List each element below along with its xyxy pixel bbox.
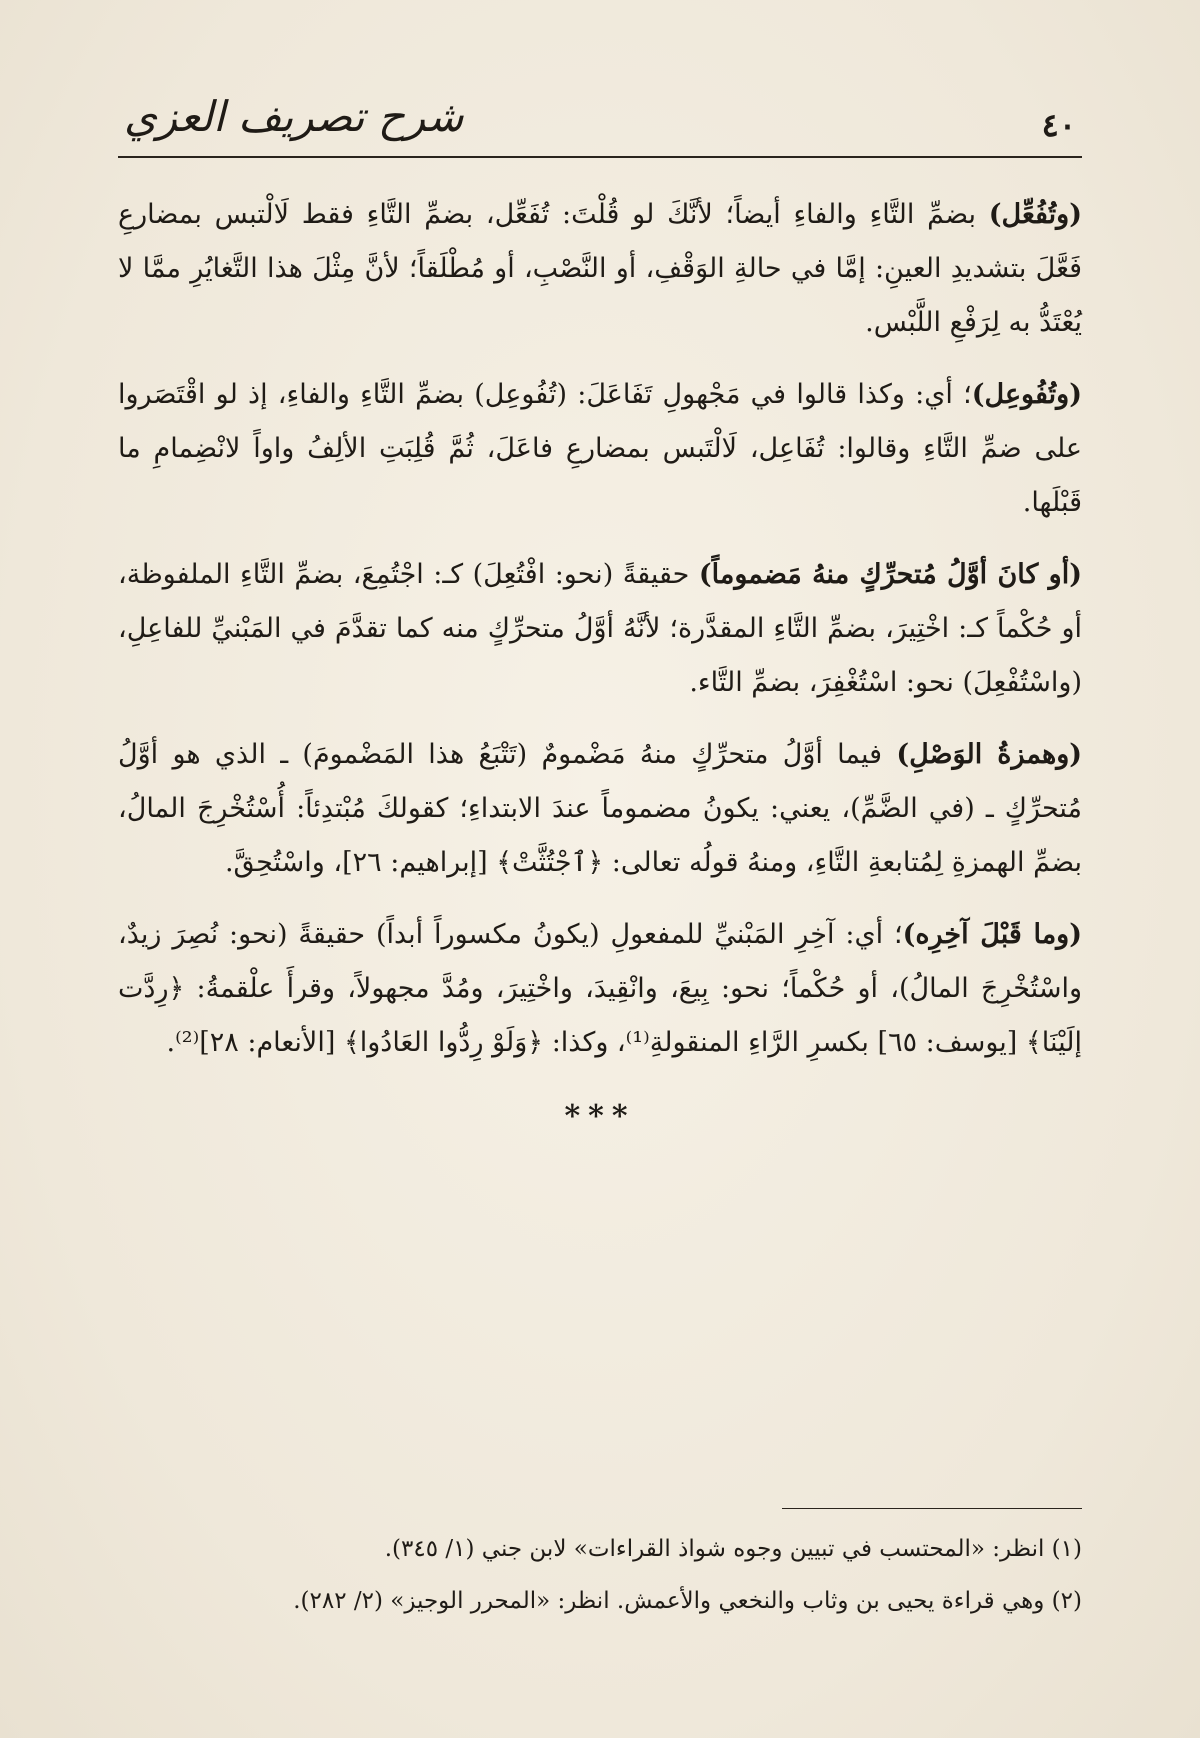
- footnote: (١) انظر: «المحتسب في تبيين وجوه شواذ القراءات» لابن جني (١/ ٣٤٥).: [384, 1536, 1082, 1562]
- paragraph: [118, 908, 1082, 1070]
- section-separator: ***: [564, 1099, 636, 1134]
- page-number: ٤٠: [1041, 106, 1076, 144]
- paragraph: [118, 548, 1082, 710]
- footnote: (٢) وهي قراءة يحيى بن وثاب والنخعي والأعمش. انظر: «المحرر الوجيز» (٢/ ٢٨٢).: [293, 1588, 1082, 1614]
- page-header: [118, 92, 1082, 162]
- paragraph-text: ؛ أي: آخِرِ المَبْنيِّ للمفعولِ (يكونُ مكسوراً أبداً) حقيقةً (نحو: نُصِرَ زيدٌ، واسْتُخْرِجَ المالُ)، أو حُكْماً؛ نحو: بِيعَ، وانْقِيدَ، واخْتِيرَ، ومُدَّ مجهولاً، وقرأَ علْقمةُ: ﴿رِدَّت إلَيْنَا﴾ [يوسف: ٦٥] بكسرِ الرَّاءِ المنقولةِ⁽¹⁾، وكذا: ﴿وَلَوْ رِدُّوا العَادُوا﴾ [الأنعام: ٢٨]⁽²⁾.: [118, 919, 1082, 1058]
- paragraph: [118, 728, 1082, 890]
- paragraph: [118, 188, 1082, 350]
- paragraph-text: ؛ أي: وكذا قالوا في مَجْهولِ تَفَاعَلَ: (تُفُوعِل) بضمِّ التَّاءِ والفاءِ، إذ لو اقْتَصَروا على ضمِّ التَّاءِ وقالوا: تُفَاعِل، لَالْتَبس بمضارعِ فاعَلَ، ثُمَّ قُلِبَتِ الألِفُ واواً لانْضِمامِ ما قَبْلَها.: [118, 379, 1082, 518]
- main-text: [118, 188, 1082, 1144]
- paragraph-lead: (وما قَبْلَ آخِرِه): [902, 919, 1082, 950]
- paragraph-lead: (أو كانَ أوَّلُ مُتحرِّكٍ منهُ مَضموماً): [698, 559, 1082, 590]
- paragraph-text: فيما أوَّلُ متحرِّكٍ منهُ مَضْمومٌ (تَتْبَعُ هذا المَضْمومَ) ـ الذي هو أوَّلُ مُتحرِّكٍ ـ (في الضَّمِّ)، يعني: يكونُ مضموماً عندَ الابتداءِ؛ كقولكَ مُبْتدِئاً: أُسْتُخْرِجَ المالُ، بضمِّ الهمزةِ لِمُتابعةِ التَّاءِ، ومنهُ قولُه تعالى: ﴿ٱجْتُثَّتْ﴾ [إبراهيم: ٢٦]، واسْتُحِقَّ.: [118, 739, 1082, 878]
- running-title: شرح تصريف العزي: [124, 92, 464, 141]
- paragraph: [118, 368, 1082, 530]
- paragraph-text: حقيقةً (نحو: افْتُعِلَ) كـ: اجْتُمِعَ، بضمِّ التَّاءِ الملفوظة، أو حُكْماً كـ: اخْتِيرَ، بضمِّ التَّاءِ المقدَّرة؛ لأنَّهُ أوَّلُ متحرِّكٍ منه كما تقدَّمَ في المَبْنيِّ للفاعِلِ، (واسْتُفْعِلَ) نحو: اسْتُغْفِرَ، بضمِّ التَّاء.: [118, 559, 1082, 698]
- paragraph-lead: (وهمزةُ الوَصْلِ): [896, 739, 1083, 770]
- paragraph-lead: (وتُفُعِّل): [988, 199, 1082, 230]
- footnote-rule: [782, 1508, 1082, 1509]
- header-rule: [118, 156, 1082, 158]
- paragraph-lead: (وتُفُوعِل): [971, 379, 1082, 410]
- paragraph-text: بضمِّ التَّاءِ والفاءِ أيضاً؛ لأنَّكَ لو قُلْتَ: تُفَعِّل، بضمِّ التَّاءِ فقط لَالْتبس بمضارعِ فَعَّلَ بتشديدِ العينِ: إمَّا في حالةِ الوَقْفِ، أو النَّصْبِ، أو مُطْلَقاً؛ لأنَّ مِثْلَ هذا التَّغايُرِ ممَّا لا يُعْتَدُّ به لِرَفْعِ اللَّبْس.: [118, 199, 1082, 338]
- footnotes: [118, 1526, 1082, 1630]
